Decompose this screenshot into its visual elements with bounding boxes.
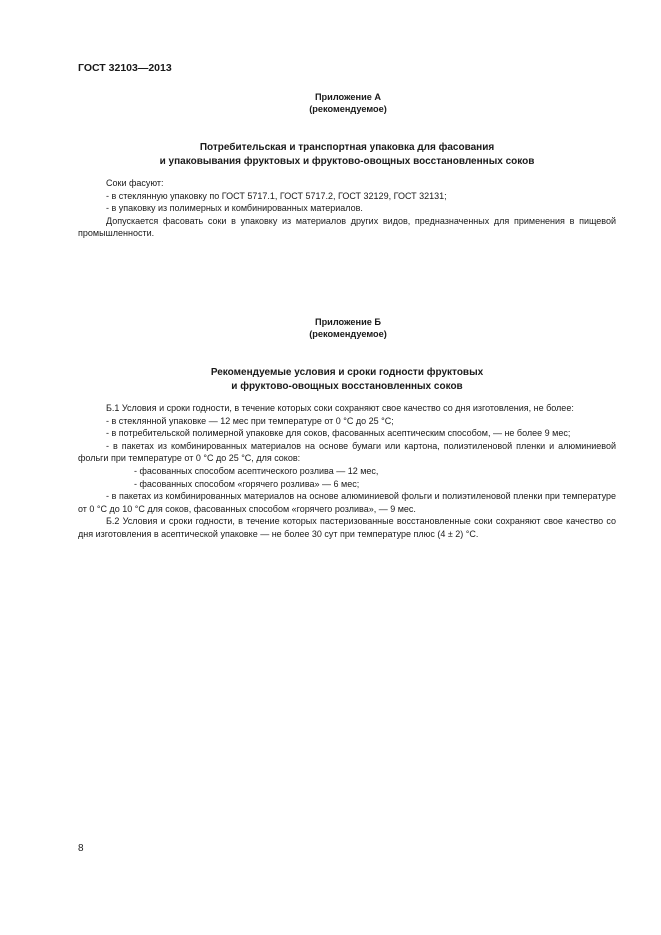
- paragraph: Б.2 Условия и сроки годности, в течение которых пастеризованные восстановленные соки сохраняют свое качество со дня изготовления в асептической упаковке — не более 30 сут при температуре плюс (4 ± 2) °С.: [78, 516, 616, 539]
- list-item: - в потребительской полимерной упаковке для соков, фасованных асептическим способом, — не более 9 мес;: [106, 428, 571, 439]
- appendix-b-title-line2: и фруктово-овощных восстановленных соков: [231, 381, 463, 392]
- list-item: - в пакетах из комбинированных материалов на основе алюминиевой фольги и полиэтиленовой пленки при температуре от 0 °С до 10 °С для соков, фасованных способом «горячего розлива», — 9 мес.: [78, 491, 616, 514]
- appendix-b-title-line1: Рекомендуемые условия и сроки годности фруктовых: [210, 367, 484, 378]
- paragraph: Допускается фасовать соки в упаковку из материалов других видов, предназначенных для применения в пищевой промышленности.: [78, 215, 616, 239]
- list-item: - в пакетах из комбинированных материалов на основе бумаги или картона, полиэтиленовой пленки и алюминиевой фольги при температуре от 0 °С до 25 °С, для соков:: [78, 440, 616, 464]
- appendix-b-heading: [278, 316, 418, 340]
- document-code: ГОСТ 32103—2013: [78, 62, 172, 74]
- appendix-a-heading: [278, 91, 418, 115]
- appendix-a-status: (рекомендуемое): [309, 104, 387, 114]
- appendix-a-section-title: [78, 141, 616, 169]
- list-item: - в упаковку из полимерных и комбинированных материалов.: [106, 203, 363, 214]
- list-item: - в стеклянной упаковке — 12 мес при температуре от 0 °С до 25 °С;: [106, 415, 394, 426]
- sub-list-item: - фасованных способом асептического розлива — 12 мес,: [134, 465, 379, 476]
- appendix-b-status: (рекомендуемое): [309, 329, 387, 339]
- sub-list-item: - фасованных способом «горячего розлива» — 6 мес;: [134, 478, 360, 489]
- appendix-a-title-line1: Потребительская и транспортная упаковка для фасования: [199, 142, 495, 153]
- appendix-a-title: Приложение А: [314, 92, 382, 102]
- appendix-b-title: Приложение Б: [314, 317, 382, 327]
- appendix-b-section-title: [78, 366, 616, 394]
- list-item: - в стеклянную упаковку по ГОСТ 5717.1, ГОСТ 5717.2, ГОСТ 32129, ГОСТ 32131;: [106, 190, 447, 201]
- paragraph: Б.1 Условия и сроки годности, в течение которых соки сохраняют свое качество со дня изготовления, не более:: [106, 403, 574, 413]
- paragraph: Соки фасуют:: [106, 178, 164, 188]
- page-number: 8: [78, 843, 84, 854]
- appendix-a-title-line2: и упаковывания фруктовых и фруктово-овощных восстановленных соков: [159, 156, 535, 167]
- appendix-a-body: [78, 177, 616, 240]
- appendix-b-body: [78, 402, 616, 541]
